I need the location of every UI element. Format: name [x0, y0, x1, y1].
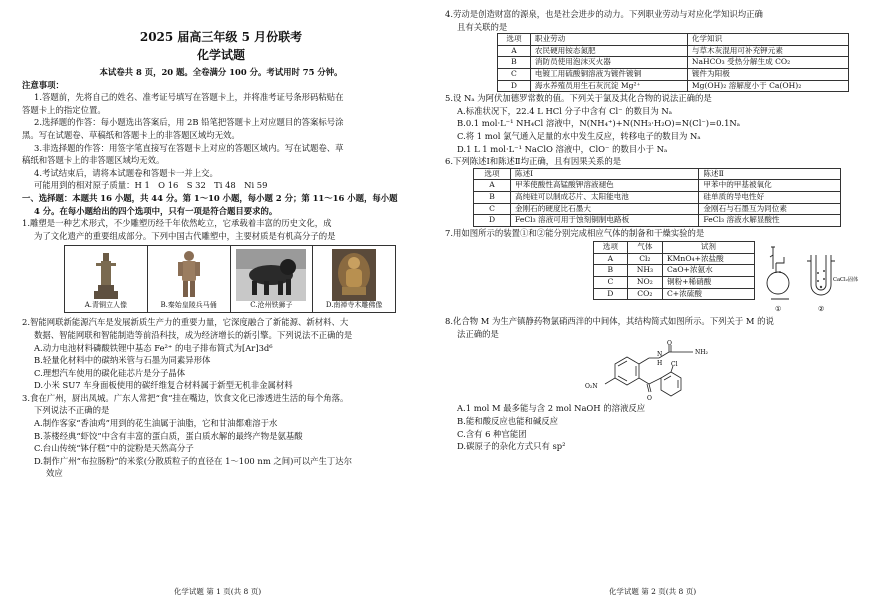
subject-title: 化学试题: [196, 48, 245, 62]
q7-apparatus: [763, 241, 858, 315]
q3-option: D.制作广州“布拉肠粉”的米浆(分散质粒子的直径在 1～100 nm 之间)可以产生丁达尔: [34, 455, 353, 466]
table-cell: FeCl₃ 溶液可用于蚀刻铜制电路板: [511, 215, 699, 227]
notice-line: 1.答题前，先将自己的姓名、准考证号填写在答题卡上，并将准考证号条形码粘贴在: [34, 92, 344, 103]
table-row: [498, 45, 849, 57]
notice-line: 黑。写在试题卷、草稿纸和答题卡上的非答题区域均无效。: [22, 129, 240, 140]
table-cell: NaHCO₃ 受热分解生成 CO₂: [687, 57, 848, 69]
atom-nh2: NH₂: [695, 349, 708, 357]
q3-option: 效应: [46, 468, 63, 479]
table-cell: 海水养殖员用生石灰沉淀 Mg²⁺: [530, 80, 687, 92]
table-cell: NO₂: [627, 277, 662, 289]
table-cell: C: [474, 203, 511, 215]
table-cell: D: [594, 288, 628, 300]
question-1: 1.雕塑是一种艺术形式，不少雕塑历经千年依然屹立，它承载着丰富的历史文化，成: [22, 218, 332, 229]
table-header: 气体: [627, 242, 662, 254]
table-row: [594, 265, 755, 277]
q5-option: B.0.1 mol·L⁻¹ NH₄Cl 溶液中，N(NH₄⁺)+N(NH₃·H₂O)=N(Cl⁻)=0.1Nₐ: [457, 118, 740, 129]
q1-image-c: [231, 246, 314, 312]
question-1: 为了文化遗产的重要组成部分。下列中国古代雕塑中，主要材质是有机高分子的是: [34, 230, 336, 241]
table-cell: C: [594, 277, 628, 289]
q3-option: A.制作客家“香油鸡”用到的花生油属于油脂，它和甘油都难溶于水: [34, 418, 278, 429]
table-cell: Mg(OH)₂ 溶解度小于 Ca(OH)₂: [687, 80, 848, 92]
page-2: [435, 0, 870, 603]
table-cell: CaO+浓氨水: [662, 265, 754, 277]
exam-title: 2025 届高三年级 5 月份联考: [139, 30, 303, 44]
table-header: 试剂: [662, 242, 754, 254]
q8-option: B.能和酸反应也能和碱反应: [457, 416, 558, 427]
u-tube-icon: [807, 255, 835, 295]
page-footer: 化学试题 第 1 页(共 8 页): [173, 587, 262, 596]
notice-line: 3.非选择题的作答：用签字笔直接写在答题卡上对应的答题区域内。写在试题卷、草: [34, 142, 344, 153]
table-header: 选项: [498, 34, 531, 46]
table-cell: 消防员使用泡沫灭火器: [530, 57, 687, 69]
notice-line: 稿纸和答题卡上的非答题区域均无效。: [22, 155, 165, 166]
table-header: 选项: [474, 168, 511, 180]
question-8: 8.化合物 M 为生产镇静药物氯硝西泮的中间体，其结构简式如图所示。下列关于 M 的说: [445, 316, 774, 327]
q2-option: D.小米 SU7 车身面板使用的碳纤维复合材料属于新型无机非金属材料: [34, 380, 293, 391]
q1-image-b: [148, 246, 231, 312]
label-2: ②: [817, 305, 824, 314]
table-cell: 硅单质的导电性好: [699, 191, 841, 203]
table-row: [498, 80, 849, 92]
atom-o: O: [647, 395, 652, 403]
table-cell: 高纯硅可以制成芯片、太阳能电池: [511, 191, 699, 203]
table-header: 职业劳动: [530, 34, 687, 46]
atom-cl: Cl: [671, 361, 678, 369]
atom-no2: O₂N: [585, 383, 598, 391]
table-cell: C+浓硫酸: [662, 288, 754, 300]
question-6: 6.下列陈述Ⅰ和陈述Ⅱ均正确，且有因果关系的是: [445, 156, 622, 167]
page-1-content: [22, 8, 420, 480]
table-row: [474, 203, 841, 215]
apparatus-diagram: [763, 241, 863, 315]
image-caption: A.青铜立人像: [84, 301, 128, 310]
table-cell: C: [498, 68, 531, 80]
q5-option: D.1 L 1 mol·L⁻¹ NaClO 溶液中，ClO⁻ 的数目小于 Nₐ: [457, 143, 668, 154]
table-row: [474, 180, 841, 192]
table-cell: 甲苯中的甲基被氧化: [699, 180, 841, 192]
table-header: 选项: [594, 242, 628, 254]
table-cell: 铜粉+稀硝酸: [662, 277, 754, 289]
question-5: 5.设 Nₐ 为阿伏加德罗常数的值。下列关于氯及其化合物的说法正确的是: [445, 93, 712, 104]
image-caption: B.秦始皇陵兵马俑: [160, 301, 217, 310]
q2-option: A.动力电池材料磷酸铁锂中基态 Fe²⁺ 的电子排布简式为[Ar]3d⁶: [34, 342, 273, 353]
page-footer: 化学试题 第 2 页(共 8 页): [608, 587, 697, 596]
table-row: [474, 191, 841, 203]
table-header: 陈述Ⅱ: [699, 168, 841, 180]
table-cell: 农民硬用铵态氮肥: [530, 45, 687, 57]
q8-option: C.含有 6 种官能团: [457, 428, 527, 439]
notice-line: 4.考试结束后，请将本试题卷和答题卡一并上交。: [34, 167, 218, 178]
q5-option: A.标准状况下，22.4 L HCl 分子中含有 Cl⁻ 的数目为 Nₐ: [457, 105, 672, 116]
table-header: 化学知识: [687, 34, 848, 46]
table-row: [474, 215, 841, 227]
question-3: 3.食在广州，厨出凤城。广东人常把“食”挂在嘴边，饮食文化已渗透进生活的每个角落。: [22, 392, 349, 403]
table-cell: A: [498, 45, 531, 57]
question-7: 7.用如图所示的装置①和②能分别完成相应气体的制备和干燥实验的是: [445, 227, 705, 238]
table-cell: D: [498, 80, 531, 92]
label-1: ①: [774, 305, 781, 314]
table-cell: NH₃: [627, 265, 662, 277]
q3-option: C.台山传统“钵仔糕”中的淀粉是天然高分子: [34, 443, 194, 454]
atom-o: O: [667, 340, 672, 348]
table-row: [498, 57, 849, 69]
question-2: 数据、智能网联和智能制造等前沿科技，成为经济增长的新引擎。下列说法不正确的是: [34, 329, 353, 340]
section-1-heading: 一、选择题：本题共 16 小题，共 44 分。第 1～10 小题，每小题 2 分；第 11～16 小题，每小题: [22, 192, 398, 203]
section-1-heading: 4 分。在每小题给出的四个选项中，只有一项是符合题目要求的。: [34, 205, 278, 216]
table-row: [594, 253, 755, 265]
q8-molecule: [575, 340, 855, 402]
q1-image-row: [64, 245, 396, 313]
image-caption: C.沧州铁狮子: [250, 301, 293, 310]
question-8: 法正确的是: [457, 328, 499, 339]
table-cell: 电镀工用硫酸铜溶液为镀件镀铜: [530, 68, 687, 80]
wooden-buddha-icon: [332, 249, 376, 301]
molecule-structure: [575, 340, 735, 402]
atom-h: H: [657, 360, 663, 368]
granules-icon: [817, 270, 825, 288]
table-cell: 镀件为阳极: [687, 68, 848, 80]
atomic-mass: 可能用到的相对原子质量：H 1 O 16 S 32 Ti 48 Ni 59: [34, 180, 268, 191]
question-2: 2.智能网联新能源汽车是发展新质生产力的重要力量，它深度融合了新能源、新材料、大: [22, 317, 349, 328]
table-cell: Cl₂: [627, 253, 662, 265]
q5-option: C.将 1 mol 氯气通入足量的水中发生反应，转移电子的数目为 Nₐ: [457, 130, 701, 141]
q1-image-d: [313, 246, 395, 312]
label-cacl2: CaCl₂固体: [832, 277, 858, 284]
table-cell: 甲苯使酸性高锰酸钾溶液褪色: [511, 180, 699, 192]
table-cell: 与草木灰混用可补充钾元素: [687, 45, 848, 57]
bronze-statue-icon: [86, 249, 126, 301]
terracotta-warrior-icon: [169, 249, 209, 301]
question-4: 且有关联的是: [457, 21, 508, 32]
q4-table: [497, 33, 849, 92]
page-2-content: [445, 8, 858, 453]
q1-image-a: [65, 246, 148, 312]
notice-line: 2.选择题的作答：每小题选出答案后，用 2B 铅笔把答题卡上对应题目的答案标号涂: [34, 117, 344, 128]
table-cell: B: [474, 191, 511, 203]
table-row: [498, 68, 849, 80]
q3-option: B.茶楼经典“虾饺”中含有丰富的蛋白质，蛋白质水解的最终产物是氨基酸: [34, 430, 303, 441]
table-cell: A: [594, 253, 628, 265]
q2-option: B.轻量化材料中的碳纳米管与石墨为同素异形体: [34, 355, 211, 366]
notice-line: 答题卡上的指定位置。: [22, 104, 106, 115]
q6-table: [473, 168, 841, 227]
q2-option: C.理想汽车使用的碳化硅芯片是分子晶体: [34, 367, 186, 378]
table-cell: 金刚石的硬度比石墨大: [511, 203, 699, 215]
table-cell: FeCl₃ 溶液水解显酸性: [699, 215, 841, 227]
table-row: [594, 288, 755, 300]
table-cell: D: [474, 215, 511, 227]
q8-option: D.碳原子的杂化方式只有 sp²: [457, 441, 566, 452]
flask-icon: [767, 247, 789, 299]
table-cell: A: [474, 180, 511, 192]
table-row: [594, 277, 755, 289]
question-4: 4.劳动是创造财富的源泉，也是社会进步的动力。下列职业劳动与对应化学知识均正确: [445, 9, 763, 19]
q7-table: [593, 241, 755, 300]
notice-heading: 注意事项：: [22, 79, 64, 90]
question-3: 下列说法不正确的是: [34, 405, 110, 416]
table-cell: B: [498, 57, 531, 69]
iron-lion-icon: [236, 249, 306, 301]
table-cell: CO₂: [627, 288, 662, 300]
image-caption: D.南禅寺木雕佛像: [325, 301, 383, 310]
exam-info: 本试卷共 8 页，20 题。全卷满分 100 分。考试用时 75 分钟。: [99, 67, 343, 77]
table-header: 陈述Ⅰ: [511, 168, 699, 180]
atom-n: N: [657, 351, 663, 359]
q8-option: A.1 mol M 最多能与含 2 mol NaOH 的溶液反应: [457, 403, 646, 414]
table-cell: B: [594, 265, 628, 277]
q7-block: [593, 241, 858, 315]
table-cell: KMnO₄+浓盐酸: [662, 253, 754, 265]
table-cell: 金刚石与石墨互为同位素: [699, 203, 841, 215]
